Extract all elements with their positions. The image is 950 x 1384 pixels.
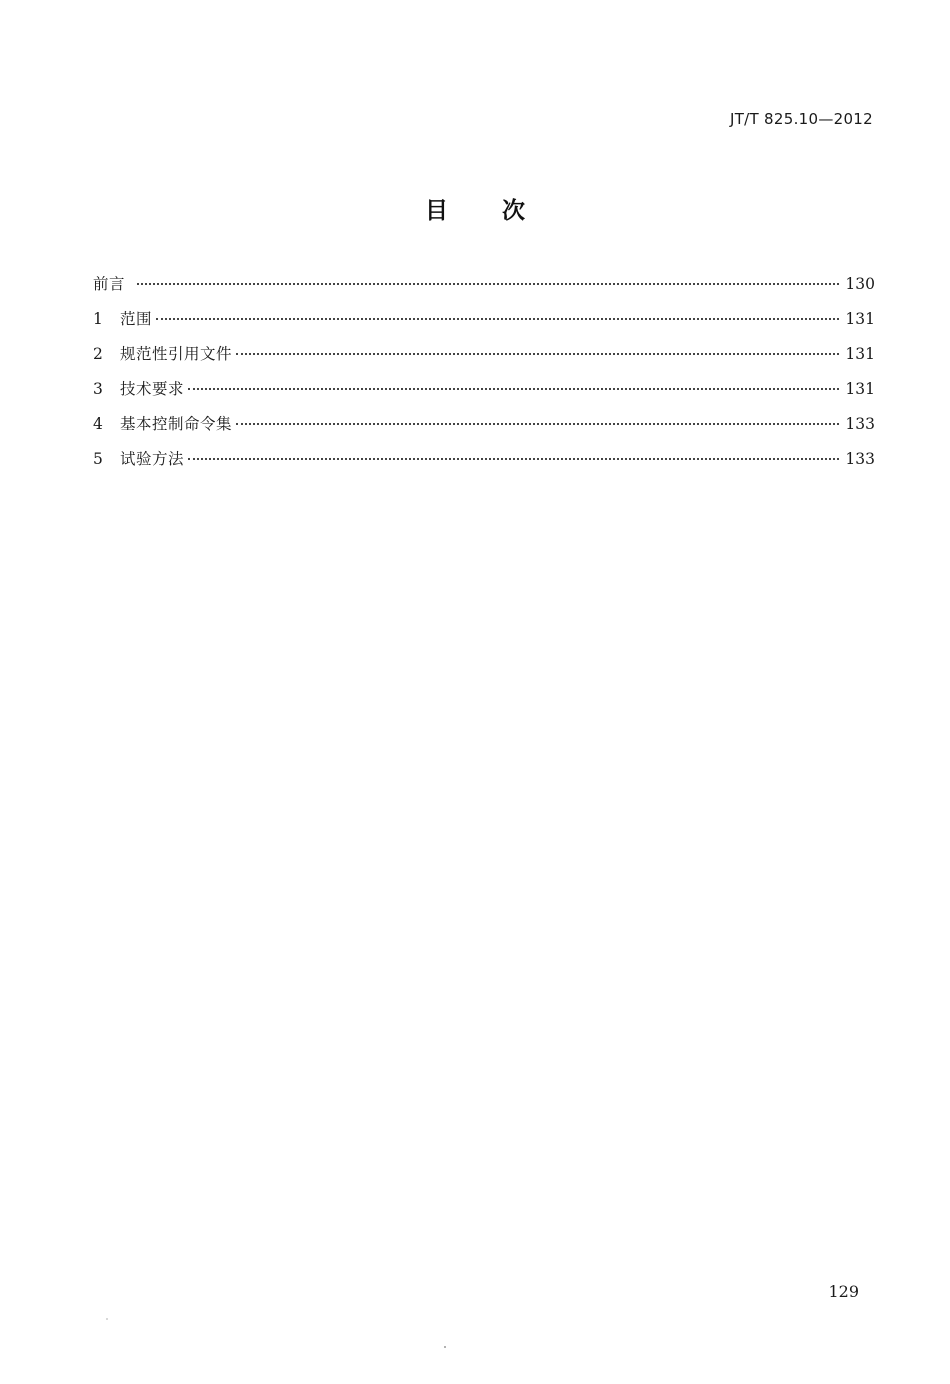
- scan-speck: [106, 1318, 108, 1320]
- toc-entry-page: 131: [845, 310, 875, 328]
- dot-leader: [137, 283, 839, 285]
- toc-list: [93, 273, 875, 483]
- toc-entry-technical-requirements[interactable]: [93, 378, 875, 413]
- toc-entry-test-methods[interactable]: [93, 448, 875, 483]
- toc-entry-label: 试验方法: [120, 450, 185, 468]
- document-code: JT/T 825.10—2012: [729, 110, 873, 128]
- toc-entry-number: 5: [93, 450, 103, 468]
- dot-leader: [236, 353, 839, 355]
- page-number: 129: [828, 1282, 859, 1301]
- toc-entry-page: 131: [845, 345, 875, 363]
- toc-entry-normative-references[interactable]: [93, 343, 875, 378]
- toc-entry-basic-control-commands[interactable]: [93, 413, 875, 448]
- toc-entry-number: 1: [93, 310, 103, 328]
- toc-title: 目次: [425, 198, 579, 224]
- toc-entry-label: 基本控制命令集: [120, 415, 233, 433]
- toc-entry-page: 133: [845, 415, 875, 433]
- toc-entry-number: 4: [93, 415, 103, 433]
- toc-entry-number: 2: [93, 345, 103, 363]
- toc-entry-label: 范围: [120, 310, 153, 328]
- toc-entry-label: 技术要求: [120, 380, 185, 398]
- dot-leader: [156, 318, 839, 320]
- toc-entry-label: 前言: [93, 275, 126, 293]
- toc-entry-scope[interactable]: [93, 308, 875, 343]
- toc-entry-page: 131: [845, 380, 875, 398]
- toc-entry-page: 130: [845, 275, 875, 293]
- toc-entry-label: 规范性引用文件: [120, 345, 233, 363]
- toc-entry-number: 3: [93, 380, 103, 398]
- dot-leader: [188, 458, 839, 460]
- scan-speck: [444, 1346, 446, 1348]
- dot-leader: [236, 423, 839, 425]
- dot-leader: [188, 388, 839, 390]
- toc-entry-page: 133: [845, 450, 875, 468]
- toc-entry-foreword[interactable]: [93, 273, 875, 308]
